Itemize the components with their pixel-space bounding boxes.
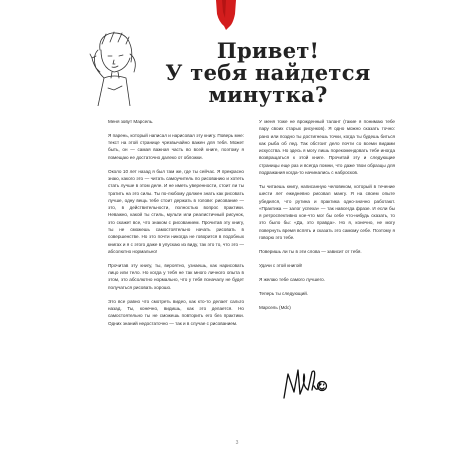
paragraph: Около 10 лет назад я был там же, где ты сейчас. Я прекрасно знаю, какого это — читать самоучитель по рисованию и хотеть стать лучше в этом деле. И не иметь уверенности, стоит ли ты тратить на это силы. Ты по-любому должен знать как рисовать лучше, одну вещь тебе стоит держать в голове: рисование — это, в действительности, полностью вопрос практики. Неважно, какой ты стиль, мульти или реалистичный рисунок, это скажет все, что знаком с рисованием. Прочитав эту книгу, ты не сможешь самостоятельно начать рисовать в совершенстве. Но это почти никогда не говорится в подобных книгах и я с этого даже в упускаю из виду, так это то, что это — абсолютно нормально! <box>108 168 244 254</box>
paragraph: Я парень, который написал и нарисовал эту книгу. Поверь мне: текст на этой странице чрезвычайно важен для тебя. Может быть, он — самая важная часть во всей книге, поэтому я помещаю ее достаточно далеко от обложки. <box>108 132 244 160</box>
title-line-3: минутка? <box>208 82 328 107</box>
title-line-1: Привет! <box>216 38 320 63</box>
handwritten-signature <box>282 364 328 402</box>
author-sketch-illustration <box>84 28 144 106</box>
paragraph: Это все равно что смотреть видео, как кто-то делает сальто назад. Ты, конечно, видишь, как это делается. Но самостоятельно ты не сможешь повторить его без практики. Одних знаний недостаточно — так и в случае с рисованием. <box>108 298 244 326</box>
paragraph: Меня зовут Марсель. <box>108 119 154 124</box>
page-title <box>148 40 388 106</box>
paragraph: Теперь ты следующий. <box>259 290 309 296</box>
paragraph: Поверишь ли ты в эти слова — зависит от тебя. <box>259 248 362 254</box>
red-paint-mark <box>214 0 238 30</box>
title-line-2: У тебя найдется <box>165 60 371 85</box>
right-text-column <box>259 118 395 317</box>
left-text-column <box>108 118 244 333</box>
author-signoff: Марсель (Mdc) <box>259 304 291 310</box>
paragraph: Ты читаешь книгу, написанную человеком, который в течение шести лет ежедневно рисовал мангу. Я на своем опыте убедился, что рутина и практика одно-значно работают. «Практика — залог успеха» — так навсегда фразе. И если бы я ретроспективно кое-что мог бы себе что-нибудь сказать, то это было бы: «Да, это правда». Но я, конечно, не могу повернуть время вспять и сказать это самому себе. Поэтому я говорю это тебе. <box>259 183 395 241</box>
paragraph: Я желаю тебе самого лучшего. <box>259 276 325 282</box>
paragraph: У меня тоже не врожденный талант (такие я понимаю тебе пару своих старых рисунков). Я одно можно сказать точно: рано или поздно ты достигнешь точки, когда ты будешь биться как рыба об лед. Так обстоит дело почти со всеми видами искусства. Но здесь я могу лишь порекомендовать тебе иногда возвращаться к этой книге. Прочитай эту и следующие страницы еще раз и всегда помни, что даже твои образцы для подражания когда-то начинались с набросков. <box>259 119 395 176</box>
page-number: 3 <box>235 440 239 446</box>
paragraph: Прочитав эту книгу, ты, вероятно, узнаешь, как нарисовать лицо или тело. Но когда у тебя не так много личного опыта в этом, это абсолютно нормально, что у тебя поначалу не будет получаться рисовать хорошо. <box>108 262 244 290</box>
paragraph: Удачи с этой книгой! <box>259 262 303 268</box>
